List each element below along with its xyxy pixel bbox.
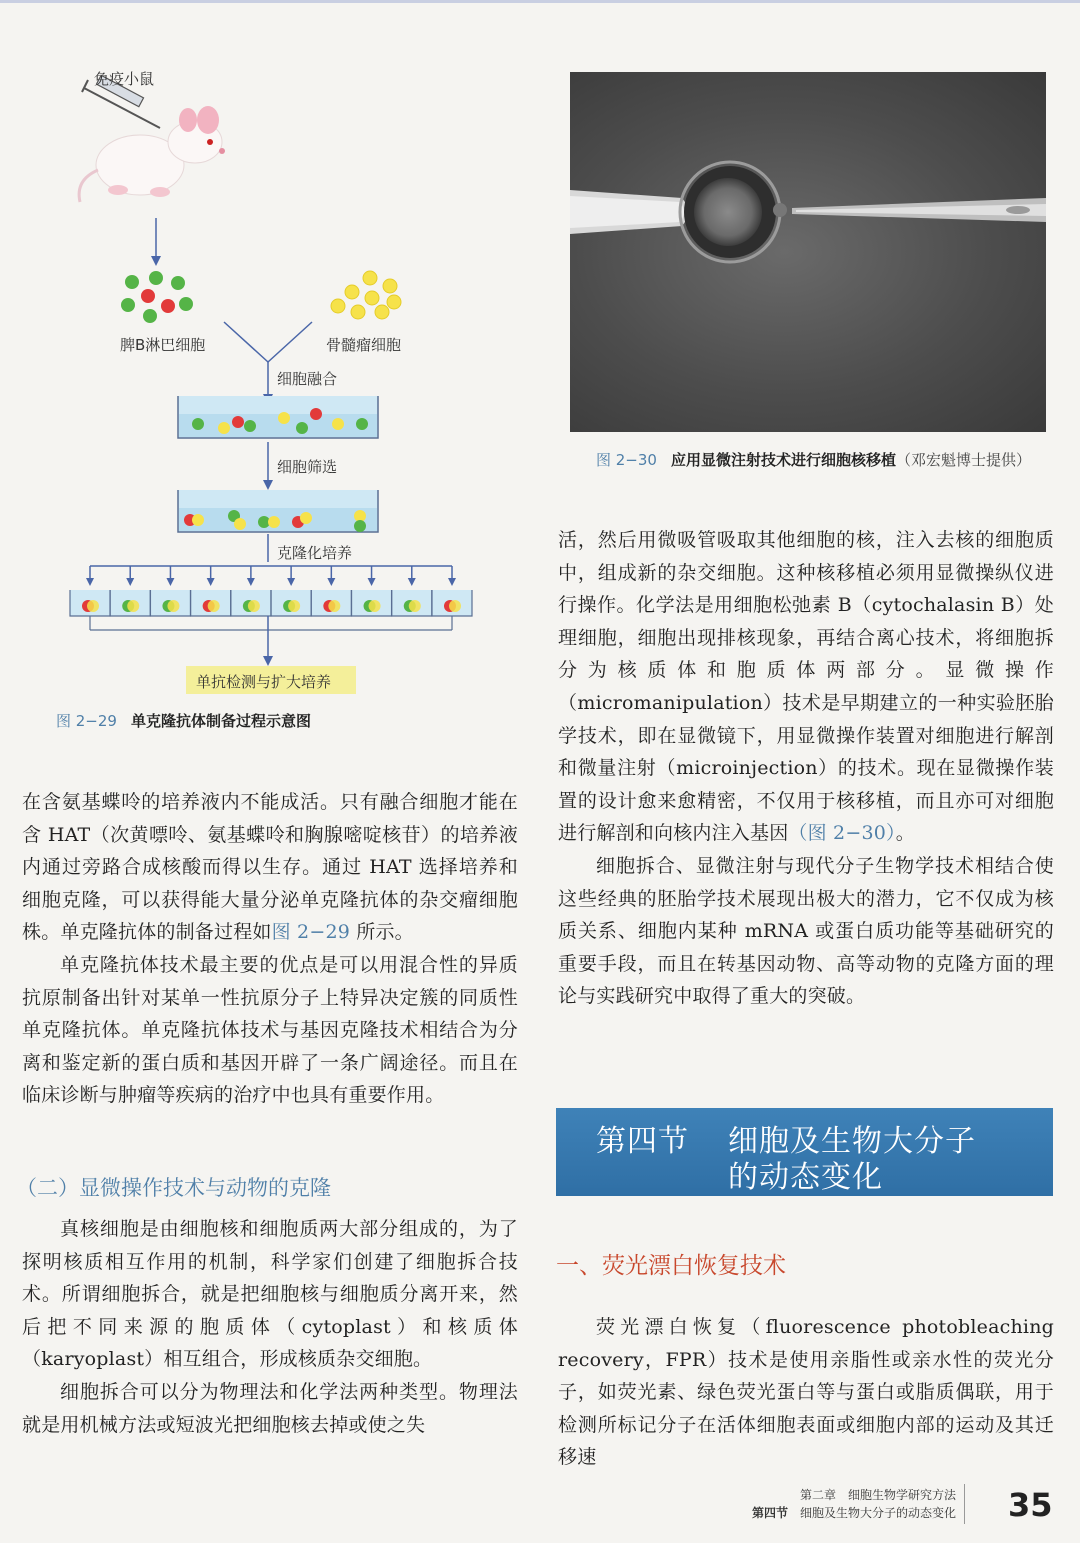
branch-arrowhead — [207, 578, 215, 586]
footer-divider — [964, 1484, 965, 1524]
footer-section-title: 细胞及生物大分子的动态变化 — [799, 1506, 956, 1520]
cloning-well — [311, 590, 351, 616]
banner-title-line2: 的动态变化 — [728, 1160, 883, 1195]
right-column-lower — [558, 1311, 1054, 1474]
banner-title-line1: 细胞及生物大分子 — [728, 1124, 976, 1159]
footer-chapter: 第二章 细胞生物学研究方法 — [799, 1488, 956, 1502]
figure-2-29-caption — [56, 710, 311, 731]
footer-section-label: 第四节 — [751, 1506, 788, 1520]
micromanipulation-photo — [570, 72, 1046, 432]
hybridoma-diagram — [20, 50, 520, 740]
paragraph-cell-fusion: 真核细胞是由细胞核和细胞质两大部分组成的，为了探明核质相互作用的机制，科学家们创建了细胞拆合技术。所谓细胞拆合，就是把细胞核与细胞质分离开来，然后把不同来源的胞质体（cytoplast）和核质体（karyoplast）相互组合，形成核质杂交细胞。 — [22, 1218, 518, 1371]
cloning-well — [432, 590, 472, 616]
branch-arrowhead — [247, 578, 255, 586]
top-edge-line — [0, 0, 1080, 3]
caption-text: 单克隆抗体制备过程示意图 — [130, 712, 311, 730]
section-banner — [556, 1108, 1053, 1196]
footer-section — [752, 1504, 956, 1521]
label-clonal-culture: 克隆化培养 — [277, 544, 353, 562]
figure-2-29 — [20, 50, 520, 740]
paragraph-hat: 在含氨基蝶呤的培养液内不能成活。只有融合细胞才能在含 HAT（次黄嘌呤、氨基蝶呤和胸腺嘧啶核苷）的培养液内通过旁路合成核酸而得以生存。通过 HAT 选择培养和细胞克隆，可以获得能大量分泌单克隆抗体的杂交瘤细胞株。单克隆抗体的制备过程如图 2−29 所示。 — [22, 791, 518, 944]
paragraph-fpr: 荧光漂白恢复（fluorescence photobleaching recovery，FPR）技术是使用亲脂性或亲水性的荧光分子，如荧光素、绿色荧光蛋白等与蛋白或脂质偶联，用于检测所标记分子在活体细胞表面或细胞内部的运动及其迁移速 — [558, 1316, 1054, 1469]
label-cell-fusion: 细胞融合 — [277, 370, 338, 388]
branch-arrowhead — [327, 578, 335, 586]
myeloma-cells — [331, 271, 401, 319]
cloning-well — [70, 590, 110, 616]
b-lymphocyte-cells — [121, 271, 193, 323]
cloning-well — [150, 590, 190, 616]
selection-dish — [178, 490, 378, 532]
branch-arrows — [86, 566, 456, 586]
caption-number: 图 2−29 — [56, 712, 117, 730]
caption-text: 应用显微注射技术进行细胞核移植 — [670, 451, 896, 469]
page-number: 35 — [1008, 1486, 1053, 1524]
cloning-well — [110, 590, 150, 616]
label-immunized-mouse: 免疫小鼠 — [94, 70, 155, 88]
banner-section-number: 第四节 — [596, 1124, 689, 1159]
left-column-upper — [22, 786, 518, 1112]
cloning-well — [231, 590, 271, 616]
subheading-fpr: 一、荧光漂白恢复技术 — [556, 1253, 786, 1279]
label-cell-selection: 细胞筛选 — [277, 458, 338, 476]
cloning-well — [352, 590, 392, 616]
figure-reference[interactable]: （图 2−30） — [788, 822, 896, 845]
branch-arrowhead — [287, 578, 295, 586]
label-result-box: 单抗检测与扩大培养 — [196, 673, 332, 691]
label-b-lymphocyte: 脾B淋巴细胞 — [120, 336, 206, 354]
caption-credit: （邓宏魁博士提供） — [895, 451, 1031, 469]
paragraph-potential: 细胞拆合、显微注射与现代分子生物学技术相结合使这些经典的胚胎学技术展现出极大的潜力，它不仅成为核质关系、细胞内某种 mRNA 或蛋白质功能等基础研究的重要手段，而且在转基因动物、高等动物的克隆方面的理论与实践研究中取得了重大的突破。 — [558, 854, 1054, 1008]
branch-arrowhead — [166, 578, 174, 586]
paragraph-methods: 细胞拆合可以分为物理法和化学法两种类型。物理法就是用机械方法或短波光把细胞核去掉或使之失 — [22, 1380, 518, 1436]
branch-arrowhead — [408, 578, 416, 586]
label-myeloma: 骨髓瘤细胞 — [326, 336, 402, 354]
branch-arrowhead — [86, 578, 94, 586]
paragraph-nuclear-transfer: 活，然后用微吸管吸取其他细胞的核，注入去核的细胞质中，组成新的杂交细胞。这种核移植必须用显微操纵仪进行操作。化学法是用细胞松弛素 B（cytochalasin B）处理细胞，细胞出现排核现象，再结合离心技术，将细胞拆分为核质体和胞质体两部分。显微操作（micromanipulation）技术是早期建立的一种实验胚胎学技术，即在显微镜下，用显微操作装置对细胞进行解剖和微量注射（microinjection）的技术。现在显微操作装置的设计愈来愈精密，不仅用于核移植，而且亦可对细胞进行解剖和向核内注入基因（图 2−30）。 — [558, 529, 1054, 845]
left-column-lower — [22, 1213, 518, 1441]
cloning-well — [392, 590, 432, 616]
fusion-dish — [178, 396, 378, 438]
mouse-icon — [79, 106, 225, 202]
page-footer — [0, 1478, 1080, 1538]
right-column-upper — [558, 524, 1054, 1013]
paragraph-monoclonal: 单克隆抗体技术最主要的优点是可以用混合性的异质抗原制备出针对某单一性抗原分子上特异决定簇的同质性单克隆抗体。单克隆抗体技术与基因克隆技术相结合为分离和鉴定新的蛋白质和基因开辟了一条广阔途径。而且在临床诊断与肿瘤等疾病的治疗中也具有重要作用。 — [22, 953, 518, 1107]
figure-2-30-caption — [596, 449, 1031, 470]
figure-reference[interactable]: 图 2−29 — [271, 921, 351, 944]
caption-number: 图 2−30 — [596, 451, 657, 469]
branch-arrowhead — [126, 578, 134, 586]
subheading-micromanipulation: （二）显微操作技术与动物的克隆 — [16, 1176, 331, 1200]
cloning-well — [271, 590, 311, 616]
branch-arrowhead — [448, 578, 456, 586]
cloning-well — [191, 590, 231, 616]
cloning-wells — [70, 590, 472, 616]
branch-arrowhead — [368, 578, 376, 586]
